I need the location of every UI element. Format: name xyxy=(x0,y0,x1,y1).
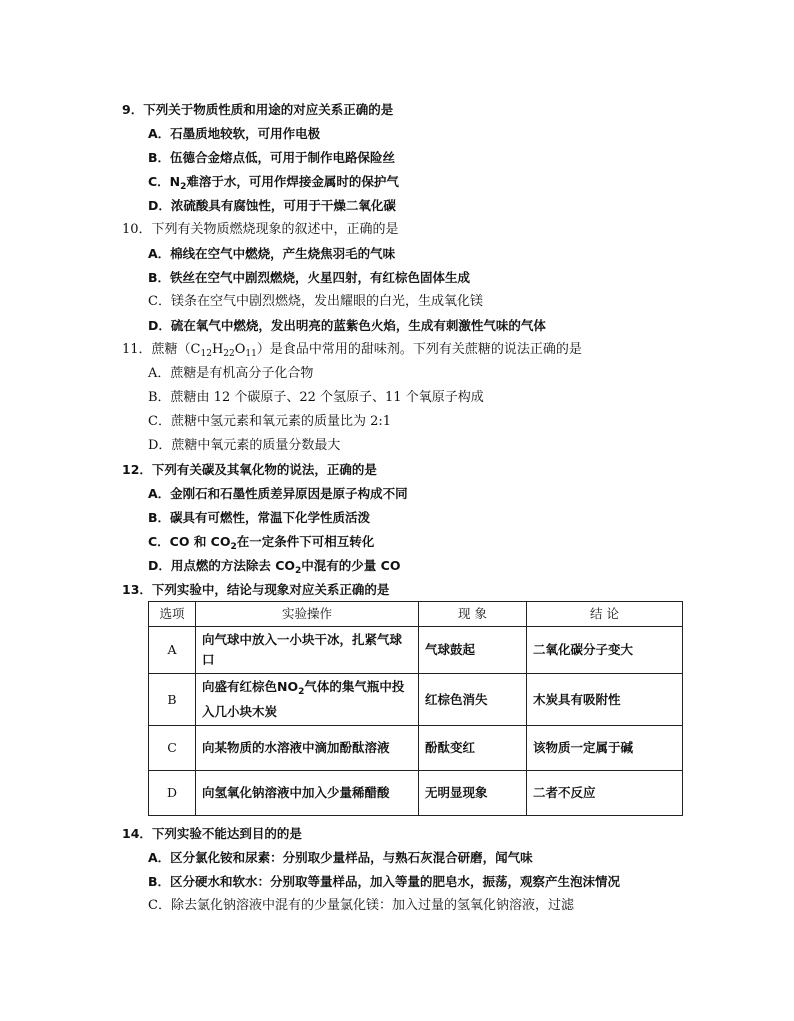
q12-option-c xyxy=(148,533,374,556)
q9-option-a: A．石墨质地较软，可用作电极 xyxy=(148,126,321,141)
text: D．用点燃的方法除去 CO xyxy=(148,558,296,573)
q9-option-c xyxy=(148,173,399,196)
subscript: 2 xyxy=(295,566,302,576)
q13-stem: 13．下列实验中，结论与现象对应关系正确的是 xyxy=(122,582,390,597)
q11-option-b: B．蔗糖由 12 个碳原子、22 个氢原子、11 个氧原子构成 xyxy=(148,390,484,405)
subscript: 22 xyxy=(223,349,235,359)
q11-option-a: A．蔗糖是有机高分子化合物 xyxy=(148,366,314,381)
row-conclusion: 该物质一定属于碱 xyxy=(527,726,683,771)
text: 中混有的少量 CO xyxy=(301,558,401,573)
text: 11．蔗糖（C xyxy=(122,342,201,357)
subscript: 11 xyxy=(245,349,257,359)
q11-option-c: C．蔗糖中氢元素和氧元素的质量比为 2:1 xyxy=(148,414,392,429)
header-operation: 实验操作 xyxy=(196,602,419,627)
q10-stem: 10．下列有关物质燃烧现象的叙述中，正确的是 xyxy=(122,222,399,237)
row-conclusion: 二者不反应 xyxy=(527,771,683,816)
table-header-row xyxy=(149,602,683,627)
subscript: 2 xyxy=(298,687,305,697)
row-operation: 向某物质的水溶液中滴加酚酞溶液 xyxy=(196,726,419,771)
q12-option-a: A．金刚石和石墨性质差异原因是原子构成不同 xyxy=(148,486,408,501)
row-phenomenon: 无明显现象 xyxy=(419,771,527,816)
row-operation: 向氢氧化钠溶液中加入少量稀醋酸 xyxy=(196,771,419,816)
table-row xyxy=(149,726,683,771)
row-conclusion: 木炭具有吸附性 xyxy=(527,674,683,726)
row-option: D xyxy=(149,771,196,816)
text: H xyxy=(211,342,224,357)
row-operation xyxy=(196,674,419,726)
q13-table xyxy=(148,601,683,816)
subscript: 12 xyxy=(200,349,212,359)
q10-option-a: A．棉线在空气中燃烧，产生烧焦羽毛的气味 xyxy=(148,246,396,261)
header-option: 选项 xyxy=(149,602,196,627)
q12-option-d xyxy=(148,557,400,580)
row-option: B xyxy=(149,674,196,726)
q14-stem: 14．下列实验不能达到目的的是 xyxy=(122,826,302,841)
text: 向盛有红棕色NO xyxy=(202,679,299,694)
q14-option-a: A．区分氯化铵和尿素：分别取少量样品，与熟石灰混合研磨，闻气味 xyxy=(148,850,533,865)
q9-stem: 9．下列关于物质性质和用途的对应关系正确的是 xyxy=(122,102,394,117)
text: O xyxy=(234,342,246,357)
row-option: A xyxy=(149,627,196,674)
subscript: 2 xyxy=(230,542,237,552)
q9-option-b: B．伍德合金熔点低，可用于制作电路保险丝 xyxy=(148,150,396,165)
row-option: C xyxy=(149,726,196,771)
row-conclusion: 二氧化碳分子变大 xyxy=(527,627,683,674)
q11-option-d: D．蔗糖中氧元素的质量分数最大 xyxy=(148,438,341,453)
text: C．CO 和 CO xyxy=(148,534,231,549)
subscript: 2 xyxy=(180,182,187,192)
q11-stem xyxy=(122,341,582,363)
text: 在一定条件下可相互转化 xyxy=(236,534,375,549)
row-phenomenon: 酚酞变红 xyxy=(419,726,527,771)
row-operation: 向气球中放入一小块干冰，扎紧气球口 xyxy=(196,627,419,674)
text: ）是食品中常用的甜味剂。下列有关蔗糖的说法正确的是 xyxy=(256,342,582,357)
table-row xyxy=(149,674,683,726)
q9-option-d: D．浓硫酸具有腐蚀性，可用于干燥二氧化碳 xyxy=(148,198,396,213)
text: 气体的集气瓶中投入几小块木炭 xyxy=(202,679,405,719)
q14-option-c: C．除去氯化钠溶液中混有的少量氯化镁：加入过量的氢氧化钠溶液，过滤 xyxy=(148,898,574,913)
q12-option-b: B．碳具有可燃性，常温下化学性质活泼 xyxy=(148,510,371,525)
header-phenomenon: 现 象 xyxy=(419,602,527,627)
text: 难溶于水，可用作焊接金属时的保护气 xyxy=(186,174,399,189)
q10-option-c: C．镁条在空气中剧烈燃烧，发出耀眼的白光，生成氧化镁 xyxy=(148,294,483,309)
q14-option-b: B．区分硬水和软水：分别取等量样品，加入等量的肥皂水，振荡，观察产生泡沫情况 xyxy=(148,874,621,889)
q12-stem: 12．下列有关碳及其氧化物的说法，正确的是 xyxy=(122,462,377,477)
q10-option-b: B．铁丝在空气中剧烈燃烧，火星四射，有红棕色固体生成 xyxy=(148,270,471,285)
table-row xyxy=(149,627,683,674)
row-phenomenon: 气球鼓起 xyxy=(419,627,527,674)
table-row xyxy=(149,771,683,816)
row-phenomenon: 红棕色消失 xyxy=(419,674,527,726)
text: C．N xyxy=(148,174,181,189)
q10-option-d: D．硫在氧气中燃烧，发出明亮的蓝紫色火焰，生成有刺激性气味的气体 xyxy=(148,318,546,333)
header-conclusion: 结 论 xyxy=(527,602,683,627)
